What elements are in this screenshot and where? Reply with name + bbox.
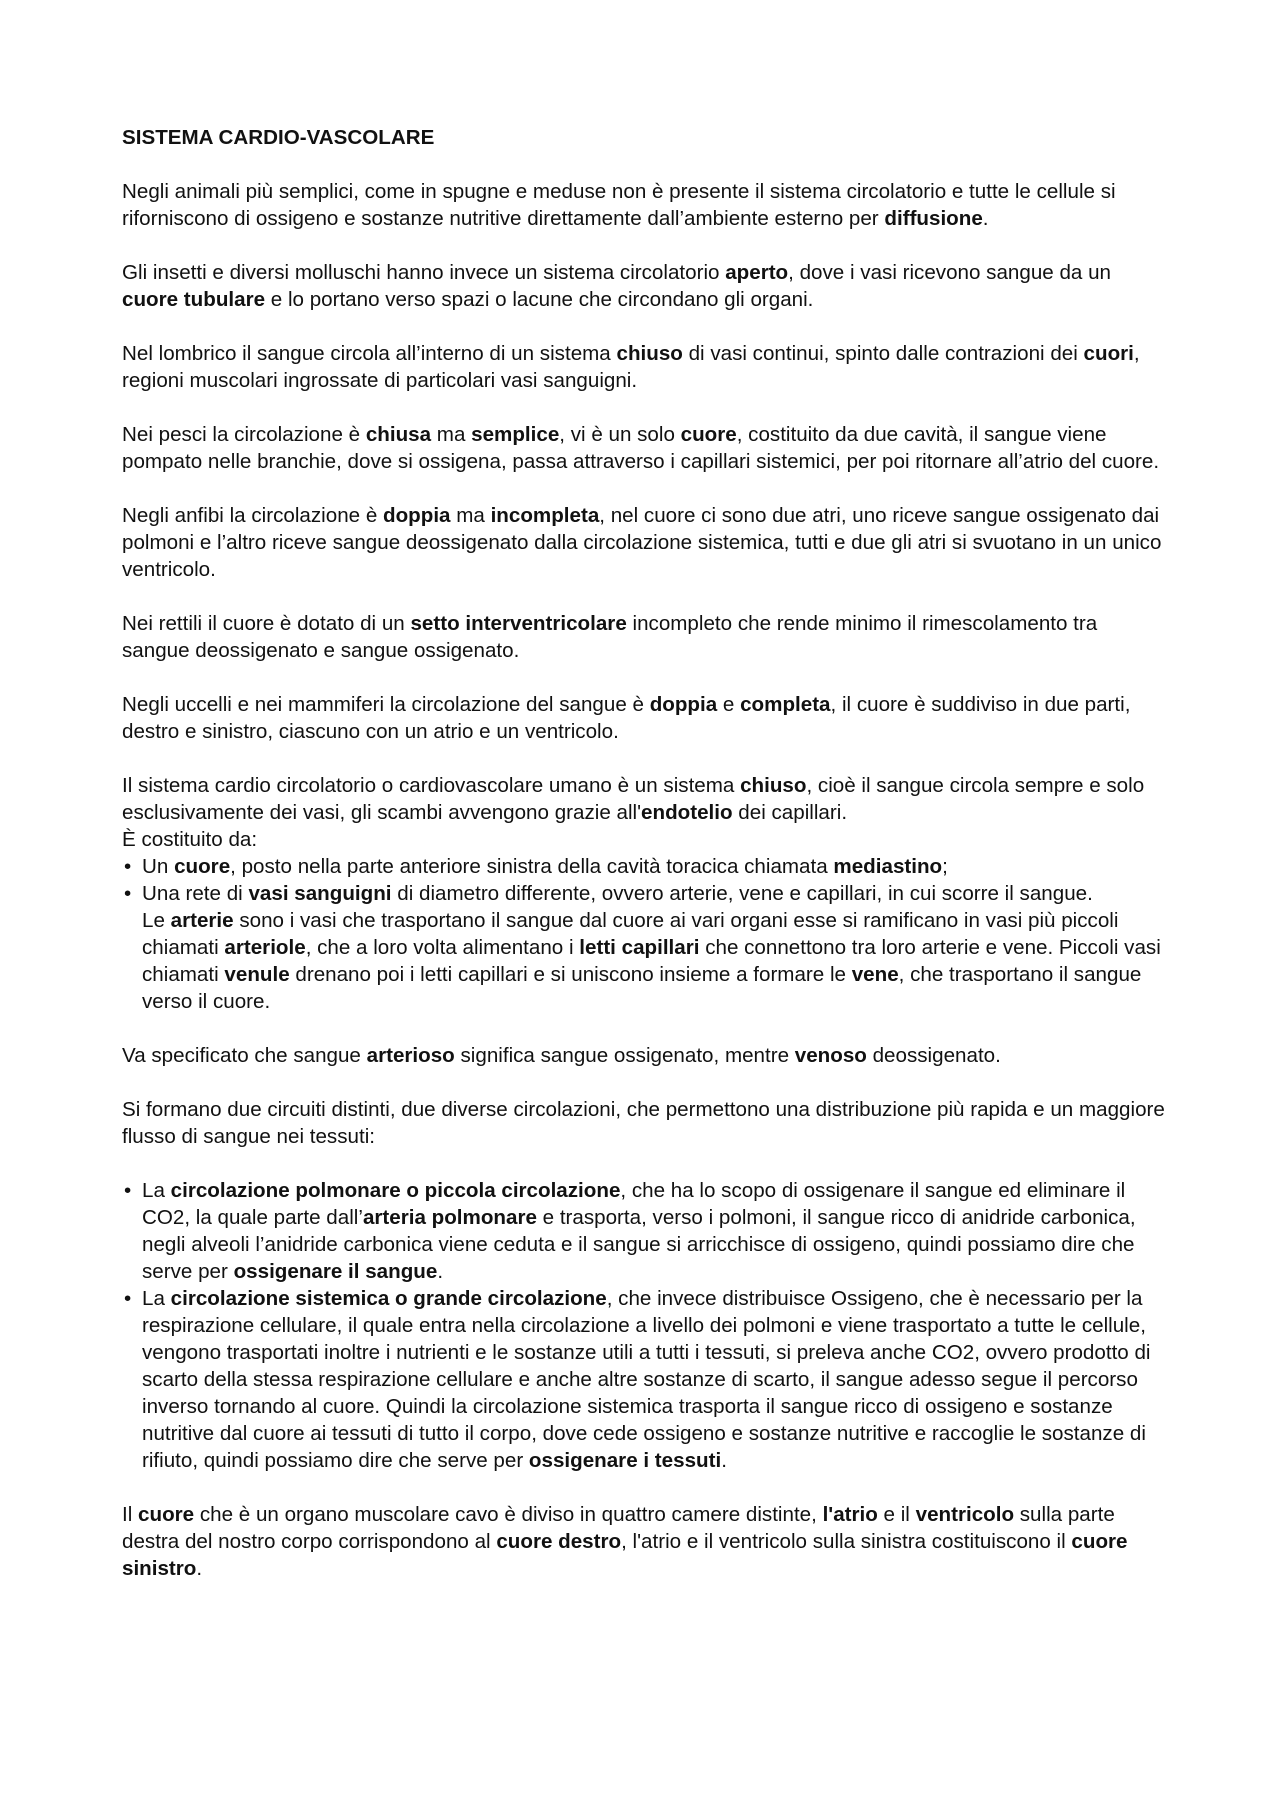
list-item-text xyxy=(142,1287,1151,1472)
text-run: ; xyxy=(942,855,948,878)
bullet-icon: • xyxy=(124,855,132,878)
text-run: significa sangue ossigenato, mentre xyxy=(454,1044,795,1067)
text-run: e lo portano verso spazi o lacune che circondano gli organi. xyxy=(265,288,814,311)
bold-term: setto interventricolare xyxy=(410,612,627,635)
bold-term: ventricolo xyxy=(915,1503,1015,1526)
bold-term: aperto xyxy=(725,261,789,284)
text-run: di diametro differente, ovvero arterie, vene e capillari, in cui scorre il sangue. xyxy=(391,882,1093,905)
list-item xyxy=(122,880,1170,1015)
text-run: sono i vasi che trasportano il sangue dal cuore ai vari organi esse si ramificano in vasi più piccoli chiamati xyxy=(142,909,1119,959)
paragraph-arterial-venous xyxy=(122,1042,1170,1069)
bold-term: arterie xyxy=(170,909,234,932)
bold-term: arteriole xyxy=(224,936,306,959)
text-run: Si formano due circuiti distinti, due diverse circolazioni, che permettono una distribuzione più rapida e un maggiore flusso di sangue nei tessuti: xyxy=(122,1098,1165,1148)
bold-term: venoso xyxy=(794,1044,867,1067)
bold-term: cuori xyxy=(1083,342,1134,365)
bold-term: ossigenare il sangue xyxy=(233,1260,438,1283)
text-run: , cioè il sangue circola sempre e solo esclusivamente dei vasi, gli scambi avvengono grazie all' xyxy=(122,774,1145,824)
bold-term: semplice xyxy=(471,423,560,446)
text-run: , che ha lo scopo di ossigenare il sangue ed eliminare il CO2, la quale parte dall’ xyxy=(142,1179,1126,1229)
text-run: che connettono tra loro arterie e vene. Piccoli vasi chiamati xyxy=(142,936,1161,986)
list-item-text xyxy=(142,882,1093,905)
bold-term: circolazione sistemica o grande circolazione xyxy=(170,1287,607,1310)
bold-term: doppia xyxy=(649,693,718,716)
text-run: . xyxy=(437,1260,444,1283)
text-run: . xyxy=(196,1557,203,1580)
bold-term: letti capillari xyxy=(579,936,700,959)
list-item xyxy=(122,1177,1170,1285)
list-item xyxy=(122,1285,1170,1474)
bold-term: venule xyxy=(224,963,290,986)
paragraph-two-circuits xyxy=(122,1096,1170,1150)
list-item-text xyxy=(142,855,948,878)
paragraph-amphibians xyxy=(122,502,1170,583)
text-run: , che a loro volta alimentano i xyxy=(305,936,580,959)
text-run: È costituito da: xyxy=(122,828,258,851)
text-run: . xyxy=(982,207,989,230)
text-run: e xyxy=(717,693,741,716)
paragraph-birds-mammals xyxy=(122,691,1170,745)
text-run: Il sistema cardio circolatorio o cardiovascolare umano è un sistema xyxy=(122,774,741,797)
paragraph-fish xyxy=(122,421,1170,475)
paragraph-human-system xyxy=(122,772,1170,826)
text-run: , vi è un solo xyxy=(559,423,681,446)
text-run: deossigenato. xyxy=(866,1044,1001,1067)
bold-term: ossigenare i tessuti xyxy=(528,1449,722,1472)
bold-term: cuore sinistro xyxy=(122,1530,1128,1580)
bold-term: chiusa xyxy=(365,423,432,446)
text-run: dei capillari. xyxy=(732,801,848,824)
text-run: Nel lombrico il sangue circola all’interno di un sistema xyxy=(122,342,617,365)
bold-term: cuore xyxy=(174,855,231,878)
bold-term: vasi sanguigni xyxy=(248,882,392,905)
bold-term: incompleta xyxy=(490,504,600,527)
text-run: Va specificato che sangue xyxy=(122,1044,367,1067)
list-item xyxy=(122,853,1170,880)
bold-term: completa xyxy=(740,693,831,716)
bold-term: endotelio xyxy=(641,801,733,824)
text-run: , che invece distribuisce Ossigeno, che è necessario per la respirazione cellulare, il quale entra nella circolazione a livello dei polmoni e viene trasportato a tutte le cellule, vengono trasportati inoltre i nutrienti e le sostanze utili a tutti i tessuti, si preleva anche CO2, ovvero prodotto di scarto della stessa respirazione cellulare e anche altre sostanze di scarto, il sangue adesso segue il percorso inverso tornando al cuore. Quindi la circolazione sistemica trasporta il sangue ricco di ossigeno e sostanze nutritive dal cuore ai tessuti di tutto il corpo, dove cede ossigeno e sostanze nutritive e raccoglie le sostanze di rifiuto, quindi possiamo dire che serve per xyxy=(142,1287,1151,1472)
bold-term: l'atrio xyxy=(822,1503,878,1526)
text-run: , posto nella parte anteriore sinistra della cavità toracica chiamata xyxy=(230,855,834,878)
text-run: che è un organo muscolare cavo è diviso in quattro camere distinte, xyxy=(194,1503,823,1526)
text-run: , che trasportano il sangue verso il cuore. xyxy=(142,963,1142,1013)
text-run: e trasporta, verso i polmoni, il sangue ricco di anidride carbonica, negli alveoli l’anidride carbonica viene ceduta e il sangue si arricchisce di ossigeno, quindi possiamo dire che serve per xyxy=(142,1206,1136,1283)
bold-term: vene xyxy=(851,963,899,986)
bold-term: cuore xyxy=(138,1503,195,1526)
text-run: Negli anfibi la circolazione è xyxy=(122,504,383,527)
bold-term: cuore tubulare xyxy=(122,288,266,311)
paragraph-earthworm xyxy=(122,340,1170,394)
bold-term: arterioso xyxy=(366,1044,455,1067)
text-run: , regioni muscolari ingrossate di particolari vasi sanguigni. xyxy=(122,342,1140,392)
paragraph-heart-chambers xyxy=(122,1501,1170,1582)
paragraph-insects xyxy=(122,259,1170,313)
list-item-subtext xyxy=(142,907,1170,1015)
text-run: Il xyxy=(122,1503,139,1526)
text-run: Negli animali più semplici, come in spugne e meduse non è presente il sistema circolatorio e tutte le cellule si riforniscono di ossigeno e sostanze nutritive direttamente dall’ambiente esterno per xyxy=(122,180,1116,230)
text-run: , il cuore è suddiviso in due parti, destro e sinistro, ciascuno con un atrio e un ventricolo. xyxy=(122,693,1131,743)
text-run: Nei rettili il cuore è dotato di un xyxy=(122,612,411,635)
text-run: incompleto che rende minimo il rimescolamento tra sangue deossigenato e sangue ossigenato. xyxy=(122,612,1098,662)
bold-term: mediastino xyxy=(833,855,943,878)
text-run: . xyxy=(721,1449,727,1472)
paragraph-simple-animals xyxy=(122,178,1170,232)
text-run: , dove i vasi ricevono sangue da un xyxy=(788,261,1111,284)
document-title: SISTEMA CARDIO-VASCOLARE xyxy=(122,126,435,149)
text-run: di vasi continui, spinto dalle contrazioni dei xyxy=(682,342,1084,365)
bold-term: doppia xyxy=(383,504,451,527)
bullet-icon: • xyxy=(124,1287,132,1310)
bold-term: circolazione polmonare o piccola circolazione xyxy=(170,1179,621,1202)
bold-term: arteria polmonare xyxy=(362,1206,537,1229)
paragraph-composition-intro xyxy=(122,826,1170,853)
text-run: drenano poi i letti capillari e si uniscono insieme a formare le xyxy=(289,963,852,986)
text-run: , nel cuore ci sono due atri, uno riceve sangue ossigenato dai polmoni e l’altro riceve sangue deossigenato dalla circolazione sistemica, tutti e due gli atri si svuotano in un unico ventricolo. xyxy=(122,504,1162,581)
text-run: sulla parte destra del nostro corpo corrispondono al xyxy=(122,1503,1115,1553)
text-run: Una rete di xyxy=(142,882,249,905)
text-run: Nei pesci la circolazione è xyxy=(122,423,366,446)
paragraph-reptiles xyxy=(122,610,1170,664)
text-run: e il xyxy=(877,1503,916,1526)
bold-term: cuore xyxy=(680,423,737,446)
text-run: ma xyxy=(450,504,491,527)
text-run: , costituito da due cavità, il sangue viene pompato nelle branchie, dove si ossigena, passa attraverso i capillari sistemici, per poi ritornare all’atrio del cuore. xyxy=(122,423,1160,473)
bold-term: cuore destro xyxy=(496,1530,622,1553)
bullet-icon: • xyxy=(124,1179,132,1202)
circulation-list xyxy=(122,1177,1170,1474)
bold-term: chiuso xyxy=(616,342,683,365)
document-page xyxy=(122,124,1170,1609)
text-run: Un xyxy=(142,855,175,878)
bullet-icon: • xyxy=(124,882,132,905)
text-run: ma xyxy=(431,423,472,446)
text-run: , l'atrio e il ventricolo sulla sinistra costituiscono il xyxy=(621,1530,1072,1553)
bold-term: diffusione xyxy=(884,207,983,230)
bold-term: chiuso xyxy=(740,774,807,797)
text-run: La xyxy=(142,1287,171,1310)
list-item-text xyxy=(142,1179,1136,1283)
text-run: Negli uccelli e nei mammiferi la circolazione del sangue è xyxy=(122,693,650,716)
text-run: La xyxy=(142,1179,171,1202)
text-run: Gli insetti e diversi molluschi hanno invece un sistema circolatorio xyxy=(122,261,726,284)
composition-list xyxy=(122,853,1170,1015)
text-run: Le xyxy=(142,909,171,932)
